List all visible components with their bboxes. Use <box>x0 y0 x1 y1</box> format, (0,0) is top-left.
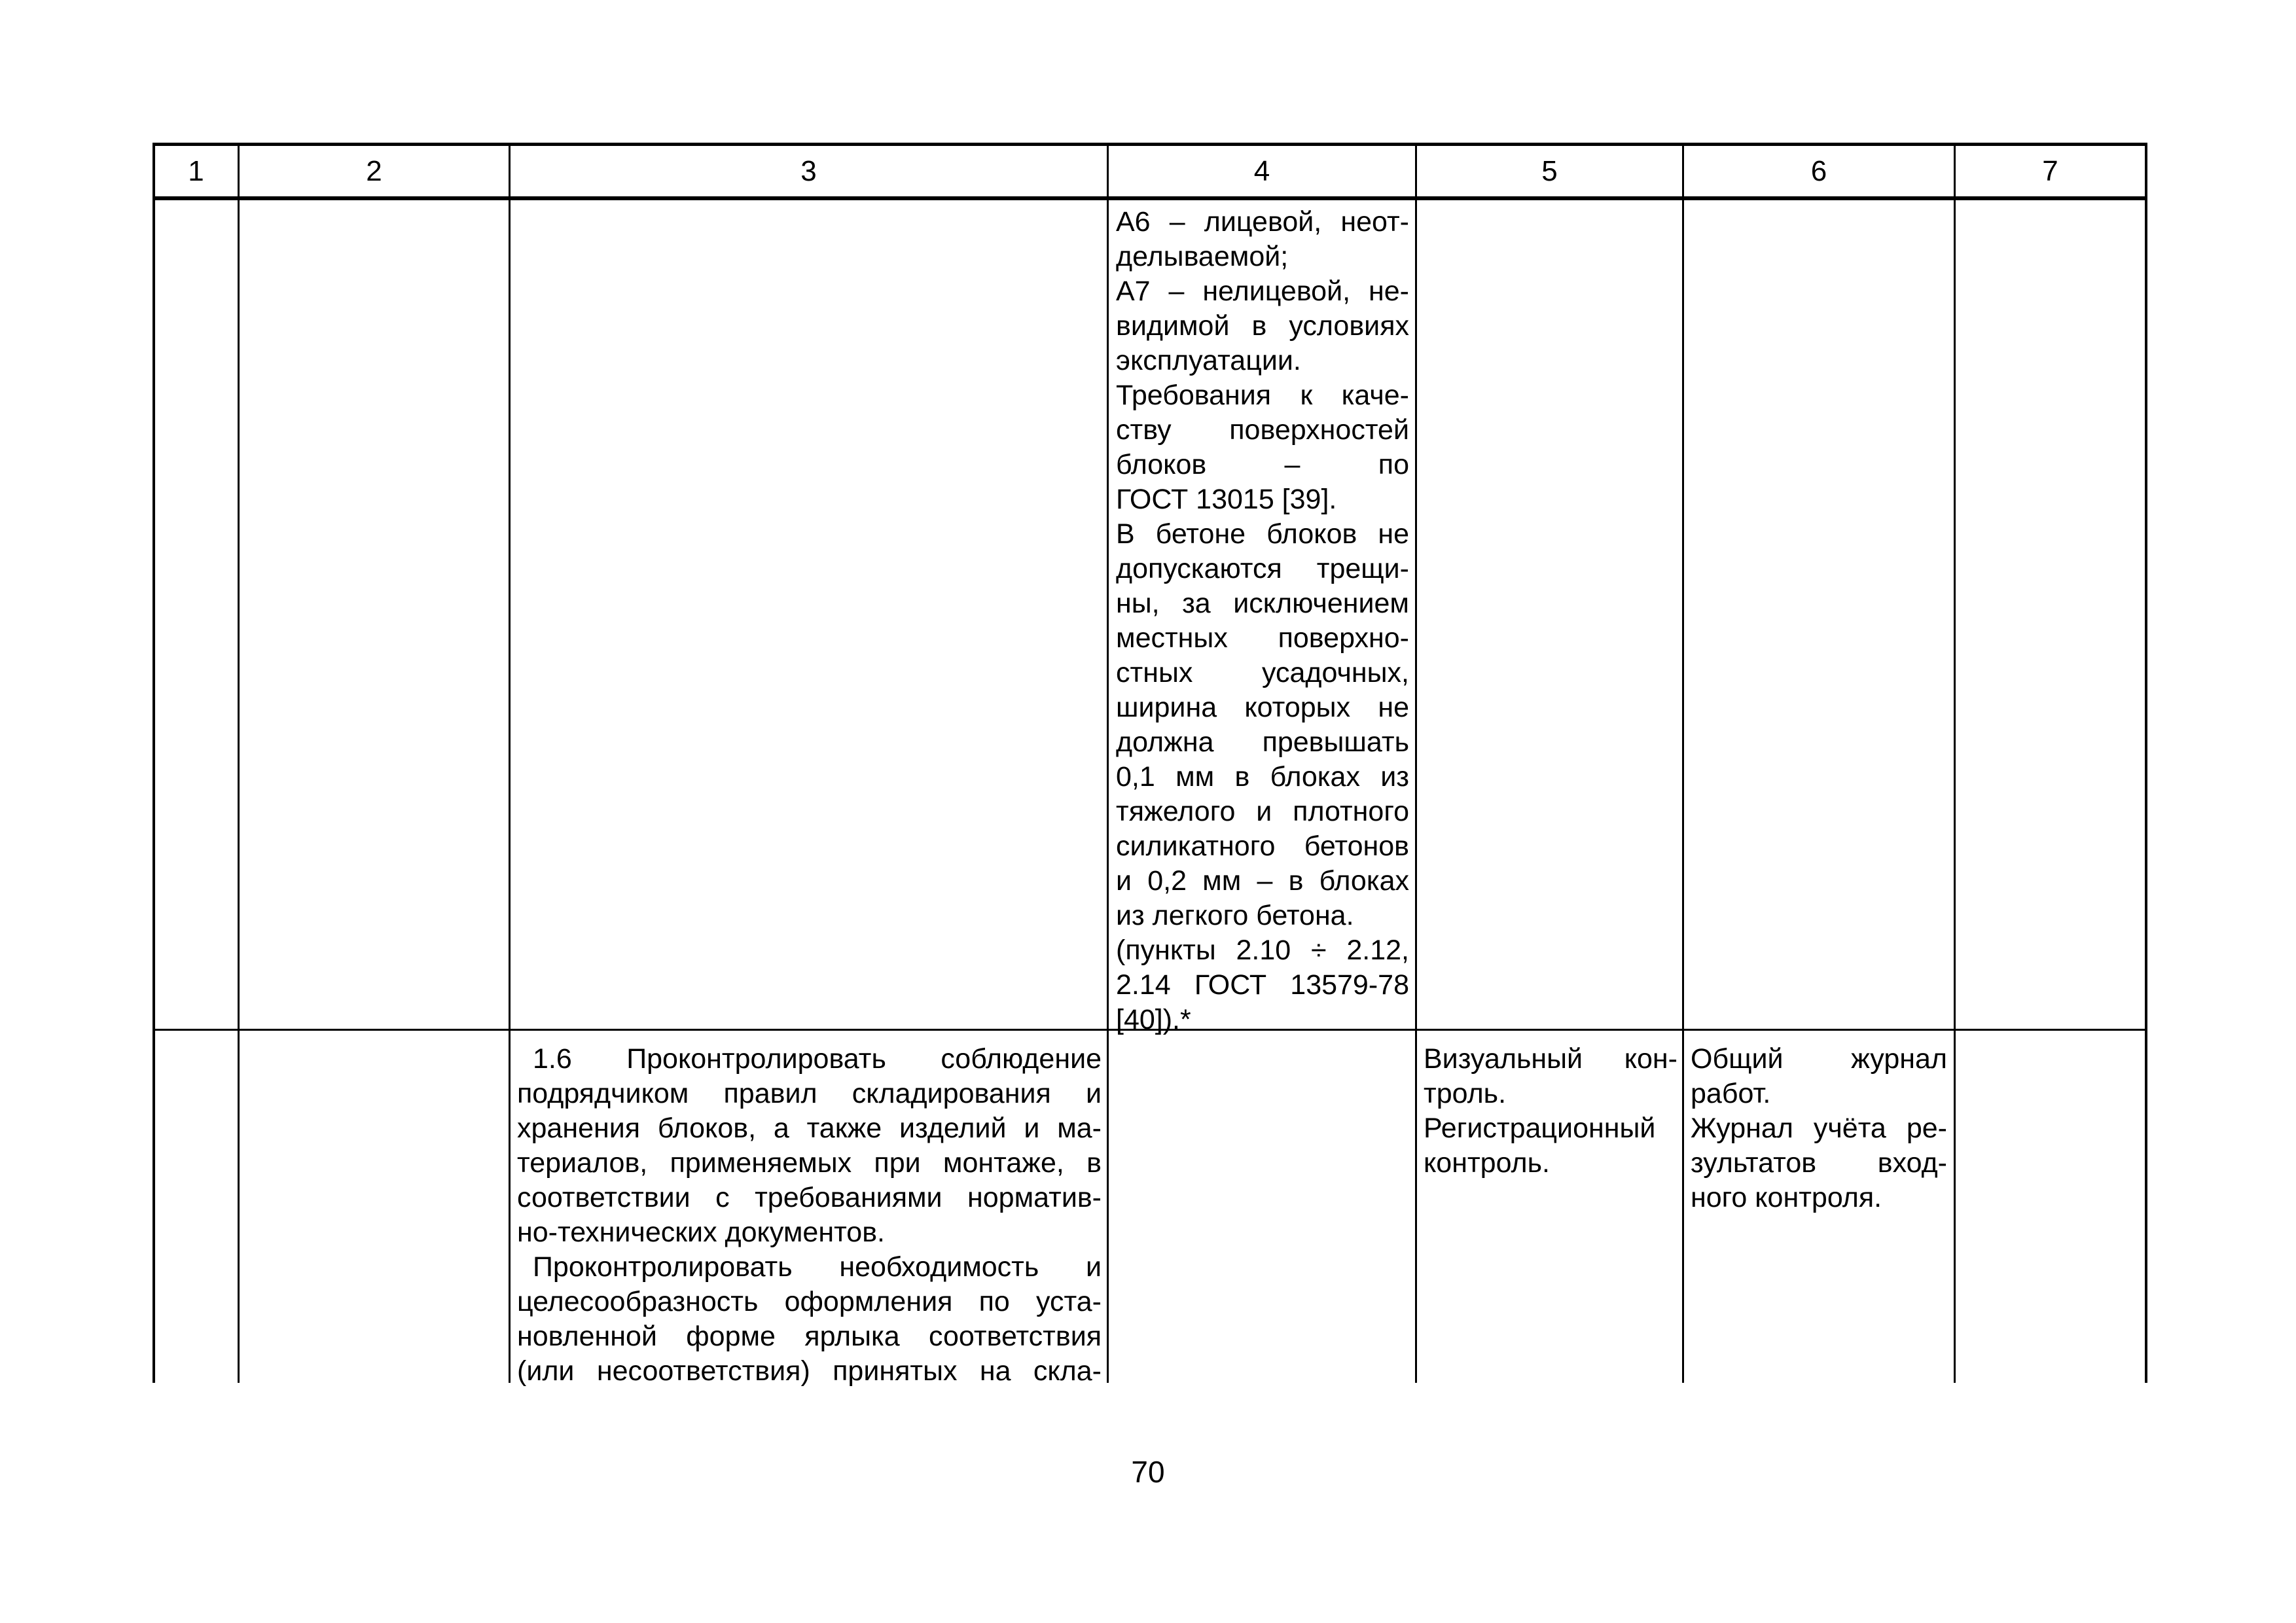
text-line: А7 – нелицевой, не- <box>1116 276 1409 307</box>
header-col-5: 5 <box>1541 155 1558 187</box>
text-line: эксплуатации. <box>1116 345 1301 376</box>
table-right-border <box>2145 143 2147 1383</box>
text-line: териалов, применяемых при монтаже, в <box>517 1147 1102 1179</box>
col-divider-1 <box>238 143 240 1383</box>
text-line: делываемой; <box>1116 241 1289 272</box>
text-line: должна превышать <box>1116 726 1409 758</box>
text-line: подрядчиком правил складирования и <box>517 1078 1102 1109</box>
row2-col3-control-task <box>517 1042 1102 1389</box>
text-line: (или несоответствия) принятых на скла- <box>517 1355 1102 1387</box>
text-line: 1.6 Проконтролировать соблюдение <box>533 1043 1102 1075</box>
text-line: новленной форме ярлыка соответствия <box>517 1321 1102 1352</box>
header-col-3: 3 <box>800 155 817 187</box>
text-line: Общий журнал <box>1691 1043 1947 1075</box>
text-line: зультатов вход- <box>1691 1147 1947 1179</box>
header-col-7: 7 <box>2042 155 2058 187</box>
text-line: силикатного бетонов <box>1116 830 1409 862</box>
row1-col4-requirements <box>1116 205 1409 1037</box>
text-line: ГОСТ 13015 [39]. <box>1116 484 1337 515</box>
text-line: Регистрационный <box>1424 1113 1656 1144</box>
col-divider-6 <box>1954 143 1956 1383</box>
text-line: хранения блоков, а также изделий и ма- <box>517 1113 1102 1144</box>
text-line: тяжелого и плотного <box>1116 796 1409 827</box>
header-col-4: 4 <box>1253 155 1270 187</box>
text-line: из легкого бетона. <box>1116 900 1354 931</box>
header-col-1: 1 <box>188 155 204 187</box>
text-line: работ. <box>1691 1078 1771 1109</box>
text-line: и 0,2 мм – в блоках <box>1116 865 1409 897</box>
text-line: контроль. <box>1424 1147 1550 1179</box>
text-line: А6 – лицевой, неот- <box>1116 206 1409 238</box>
text-line: 2.14 ГОСТ 13579-78 <box>1116 969 1409 1001</box>
text-line: Проконтролировать необходимость и <box>533 1251 1102 1283</box>
text-line: целесообразность оформления по уста- <box>517 1286 1102 1317</box>
text-line: Требования к каче- <box>1116 380 1409 411</box>
row2-col6-documentation <box>1691 1042 1947 1215</box>
text-line: но-технических документов. <box>517 1217 885 1248</box>
text-line: ству поверхностей <box>1116 414 1409 446</box>
col-divider-2 <box>509 143 511 1383</box>
text-line: блоков – по <box>1116 449 1409 480</box>
text-line: допускаются трещи- <box>1116 553 1409 584</box>
text-line: троль. <box>1424 1078 1507 1109</box>
text-line: Визуальный кон- <box>1424 1043 1677 1075</box>
text-line: стных усадочных, <box>1116 657 1409 688</box>
table-left-border <box>152 143 155 1383</box>
text-line: (пункты 2.10 ÷ 2.12, <box>1116 935 1409 966</box>
text-line: соответствии с требованиями норматив- <box>517 1182 1102 1213</box>
text-line: Журнал учёта ре- <box>1691 1113 1947 1144</box>
row2-col5-control-method <box>1424 1042 1677 1181</box>
col-divider-4 <box>1415 143 1417 1383</box>
text-line: В бетоне блоков не <box>1116 518 1409 550</box>
text-line: местных поверхно- <box>1116 622 1409 654</box>
text-line: 0,1 мм в блоках из <box>1116 761 1409 793</box>
col-divider-5 <box>1682 143 1684 1383</box>
text-line: ширина которых не <box>1116 692 1409 723</box>
header-col-2: 2 <box>366 155 382 187</box>
text-line: ны, за исключением <box>1116 588 1409 619</box>
text-line: видимой в условиях <box>1116 310 1409 342</box>
col-divider-3 <box>1107 143 1109 1383</box>
text-line: ного контроля. <box>1691 1182 1882 1213</box>
header-col-6: 6 <box>1810 155 1827 187</box>
page-number: 70 <box>1131 1455 1165 1489</box>
text-line: [40]).* <box>1116 1004 1191 1035</box>
